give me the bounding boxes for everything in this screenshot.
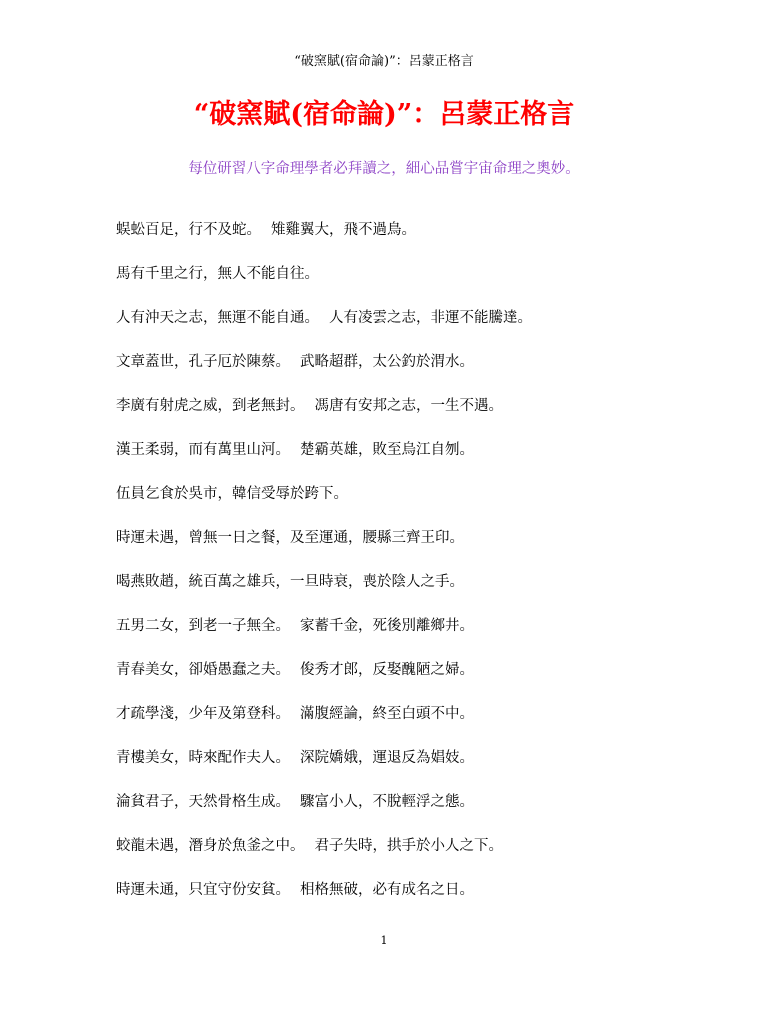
verse-clause: 蛟龍未遇，潛身於魚釜之中。 — [116, 838, 305, 854]
verse-clause: 深院嬌娥，運退反為娼妓。 — [300, 750, 474, 766]
verse-clause: 李廣有射虎之威，到老無封。 — [116, 398, 305, 414]
verse-line — [116, 660, 676, 704]
verse-clause: 五男二女，到老一子無全。 — [116, 618, 290, 634]
verse-clause: 馬有千里之行，無人不能自往。 — [116, 266, 319, 282]
verse-clause: 時運未通，只宜守份安貧。 — [116, 882, 290, 898]
verse-line — [116, 528, 676, 572]
verse-line — [116, 484, 676, 528]
verse-clause: 喝燕敗趙，統百萬之雄兵，一旦時衰，喪於陰人之手。 — [116, 574, 464, 590]
verse-clause: 青春美女，卻婚愚蠢之夫。 — [116, 662, 290, 678]
verse-clause: 俊秀才郎，反娶醜陋之婦。 — [300, 662, 474, 678]
page-number: 1 — [380, 934, 388, 947]
verse-list — [116, 220, 676, 924]
verse-clause: 人有沖天之志，無運不能自通。 — [116, 310, 319, 326]
verse-line — [116, 792, 676, 836]
verse-clause: 武略超群，太公釣於渭水。 — [300, 354, 474, 370]
verse-line — [116, 220, 676, 264]
verse-line — [116, 264, 676, 308]
verse-clause: 相格無破，必有成名之日。 — [300, 882, 474, 898]
verse-line — [116, 440, 676, 484]
verse-line — [116, 616, 676, 660]
document-title: “破窯賦(宿命論)”：呂蒙正格言 — [193, 99, 575, 130]
verse-line — [116, 572, 676, 616]
running-header: “破窯賦(宿命論)”：呂蒙正格言 — [294, 54, 474, 69]
verse-clause: 馮唐有安邦之志，一生不遇。 — [314, 398, 503, 414]
verse-clause: 家蓄千金，死後別離鄉井。 — [300, 618, 474, 634]
verse-clause: 滿腹經論，終至白頭不中。 — [300, 706, 474, 722]
verse-clause: 驟富小人，不脫輕浮之態。 — [300, 794, 474, 810]
verse-clause: 淪貧君子，天然骨格生成。 — [116, 794, 290, 810]
verse-clause: 青樓美女，時來配作夫人。 — [116, 750, 290, 766]
verse-clause: 時運未遇，曾無一日之餐，及至運通，腰縣三齊王印。 — [116, 530, 464, 546]
verse-line — [116, 836, 676, 880]
verse-line — [116, 880, 676, 924]
verse-clause: 人有凌雲之志，非運不能騰達。 — [329, 310, 532, 326]
verse-line — [116, 748, 676, 792]
verse-clause: 君子失時，拱手於小人之下。 — [314, 838, 503, 854]
verse-clause: 漢王柔弱，而有萬里山河。 — [116, 442, 290, 458]
verse-line — [116, 704, 676, 748]
verse-clause: 雉雞翼大，飛不過鳥。 — [271, 222, 416, 238]
verse-clause: 文章蓋世，孔子厄於陳蔡。 — [116, 354, 290, 370]
verse-clause: 楚霸英雄，敗至烏江自刎。 — [300, 442, 474, 458]
verse-clause: 蜈蚣百足，行不及蛇。 — [116, 222, 261, 238]
verse-clause: 伍員乞食於吳市，韓信受辱於跨下。 — [116, 486, 348, 502]
verse-line — [116, 396, 676, 440]
verse-clause: 才疏學淺，少年及第登科。 — [116, 706, 290, 722]
document-subtitle: 每位研習八字命理學者必拜讀之，細心品嘗宇宙命理之奧妙。 — [188, 161, 580, 177]
verse-line — [116, 352, 676, 396]
verse-line — [116, 308, 676, 352]
